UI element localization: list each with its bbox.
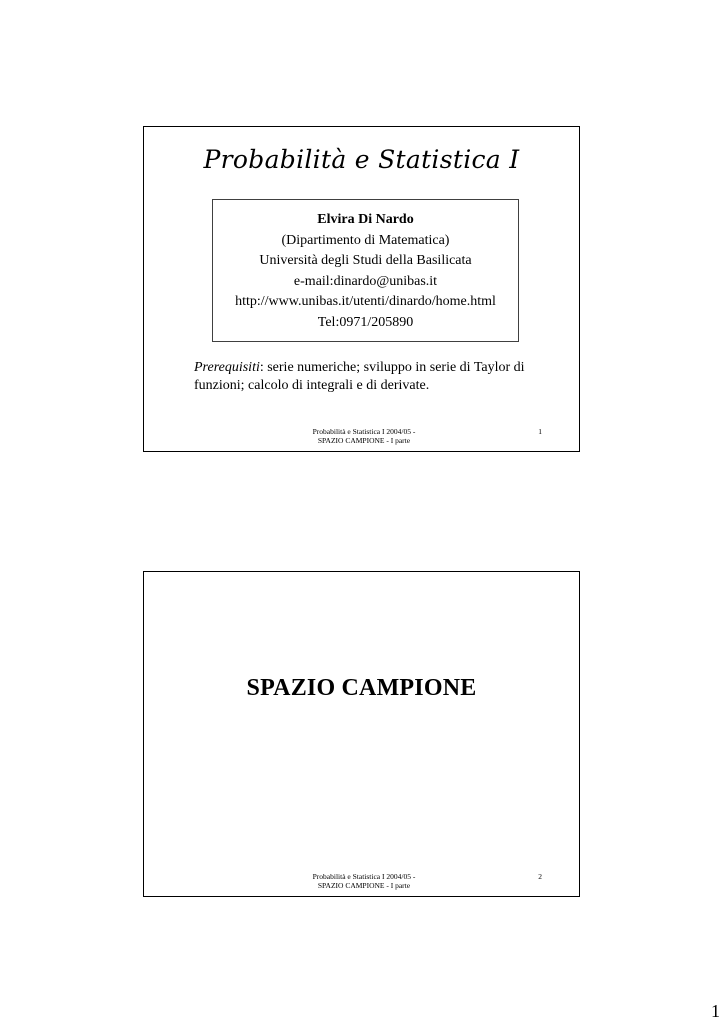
slide-number: 1 xyxy=(538,427,542,436)
page-number: 1 xyxy=(711,1001,720,1021)
footer-course-text xyxy=(294,872,434,890)
footer-line-2: SPAZIO CAMPIONE - I parte xyxy=(317,436,411,445)
author-name: Elvira Di Nardo xyxy=(317,212,414,227)
prerequisites-label: Prerequisiti xyxy=(194,360,260,375)
author-department: (Dipartimento di Matematica) xyxy=(281,232,450,248)
slide-1 xyxy=(143,126,580,452)
prerequisites-paragraph xyxy=(194,359,554,395)
slide-title: SPAZIO CAMPIONE xyxy=(246,675,477,701)
slide-2 xyxy=(143,571,580,897)
author-info-box xyxy=(212,199,519,342)
footer-course-text xyxy=(294,427,434,445)
footer-line-1: Probabilità e Statistica I 2004/05 - xyxy=(312,427,416,436)
footer-line-2: SPAZIO CAMPIONE - I parte xyxy=(317,881,411,890)
author-university: Università degli Studi della Basilicata xyxy=(259,253,472,269)
prerequisites-text: : serie numeriche; sviluppo in serie di Taylor di funzioni; calcolo di integrali e di derivate. xyxy=(194,360,525,393)
author-phone: Tel:0971/205890 xyxy=(317,314,414,330)
slide-title: Probabilità e Statistica I xyxy=(203,145,520,174)
slide-number: 2 xyxy=(538,872,542,881)
author-email: e-mail:dinardo@unibas.it xyxy=(293,273,438,289)
author-homepage-url: http://www.unibas.it/utenti/dinardo/home.html xyxy=(235,294,496,310)
footer-line-1: Probabilità e Statistica I 2004/05 - xyxy=(312,872,416,881)
